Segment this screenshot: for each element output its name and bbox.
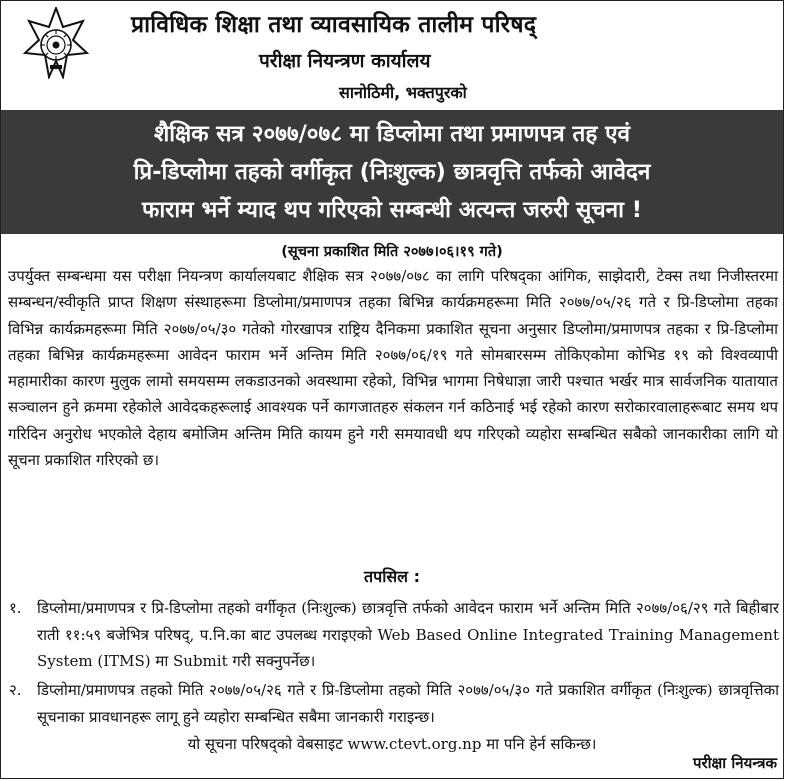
notice-body: उपर्युक्त सम्बन्धमा यस परीक्षा नियन्त्रण कार्यालयबाट शैक्षिक सत्र २०७७/०७८ का लागि परिषद्का आंगिक, साझेदारी, टेक्स तथा निजीस्तरमा सम्बन्धन/स्वीकृति प्राप्त शिक्षण संस्थाहरूमा डिप्लोमा/प्रमाणपत्र तहका बिभिन्न कार्यक्रमहरूमा मिति २०७७/०५/२६ गते र प्रि-डिप्लोमा तहका विभिन्न कार्यक्रमहरूमा मिति २०७७/०५/३० गतेको गोरखापत्र राष्ट्रिय दैनिकमा प्रकाशित सूचना अनुसार डिप्लोमा/प्रमाणपत्र तहका र प्रि-डिप्लोमा तहका बिभिन्न कार्यक्रमहरूमा आवेदन फाराम भर्ने अन्तिम मिति २०७७/०६/१९ गते सोमबारसम्म तोकिएकोमा कोभिड १९ को विश्वव्यापी महामारीका कारण मुलुक लामो समयसम्म लकडाउनको अवस्थामा रहेको, विभिन्न भागमा निषेधाज्ञा जारी पश्चात भर्खर मात्र सार्वजनिक यातायात सञ्चालन हुने क्रममा रहेकोले आवेदकहरूलाई आवश्यक पर्ने कागजातहरु संकलन गर्न कठिनाई भई रहेको कारण सरोकारवालाहरूबाट समय थप गरिदिन अनुरोध भएकोले देहाय बमोजिम अन्तिम मिति कायम हुने गरी समयावधी थप गरिएको व्यहोरा सम्बन्धित सबैको जानकारीका लागि यो सूचना प्रकाशित गरिएको छ। [8, 267, 778, 470]
schedule-item-2 [9, 677, 779, 730]
website-note: यो सूचना परिषद्को वेबसाइट www.ctevt.org.np मा पनि हेर्न सकिन्छ। [187, 735, 597, 753]
office-name: परीक्षा नियन्त्रण कार्यालय [259, 50, 431, 72]
item-text: डिप्लोमा/प्रमाणपत्र र प्रि-डिप्लोमा तहको वर्गीकृत (निःशुल्क) छात्रवृत्ति तर्फको आवेदन फाराम भर्ने अन्तिम मिति २०७७/०६/२९ गते बिहीबार राती ११:५९ बजेभित्र परिषद्, प.नि.का बाट उपलब्ध गराइएको Web Based Online Integrated Training Management System (ITMS) मा Submit गरी सक्नुपर्नेछ। [37, 599, 779, 670]
banner-line-1: शैक्षिक सत्र २०७७/०७८ मा डिप्लोमा तथा प्रमाणपत्र तह एवं [153, 121, 631, 147]
banner-line-3: फाराम भर्ने म्याद थप गरिएको सम्बन्धी अत्यन्त जरुरी सूचना ! [141, 197, 643, 223]
item-number: १. [9, 599, 22, 617]
signoff-title: परीक्षा नियन्त्रक [693, 754, 777, 772]
notice-title-banner [1, 110, 783, 234]
organization-name: प्राविधिक शिक्षा तथा व्यावसायिक तालीम परिषद् [131, 12, 537, 38]
item-text: डिप्लोमा/प्रमाणपत्र तहको मिति २०७७/०५/२६ गते र प्रि-डिप्लोमा तहको मिति २०७७/०५/३० गते प्रकाशित वर्गीकृत (निःशुल्क) छात्रवृत्तिका सूचनाका प्रावधानहरू लागू हुने व्यहोरा सम्बन्धित सबैमा जानकारी गराइन्छ। [37, 681, 779, 726]
item-number: २. [9, 681, 22, 699]
banner-line-2: प्रि-डिप्लोमा तहको वर्गीकृत (निःशुल्क) छात्रवृत्ति तर्फको आवेदन [133, 159, 651, 185]
header [1, 1, 783, 110]
schedule-heading: तपसिल : [364, 567, 420, 586]
schedule-item-1 [9, 595, 779, 675]
office-address: सानोठिमी, भक्तपुरको [339, 83, 467, 102]
ctevt-star-emblem-icon [23, 7, 89, 79]
published-date: (सूचना प्रकाशित मिति २०७७।०६।१९ गते) [281, 244, 503, 260]
